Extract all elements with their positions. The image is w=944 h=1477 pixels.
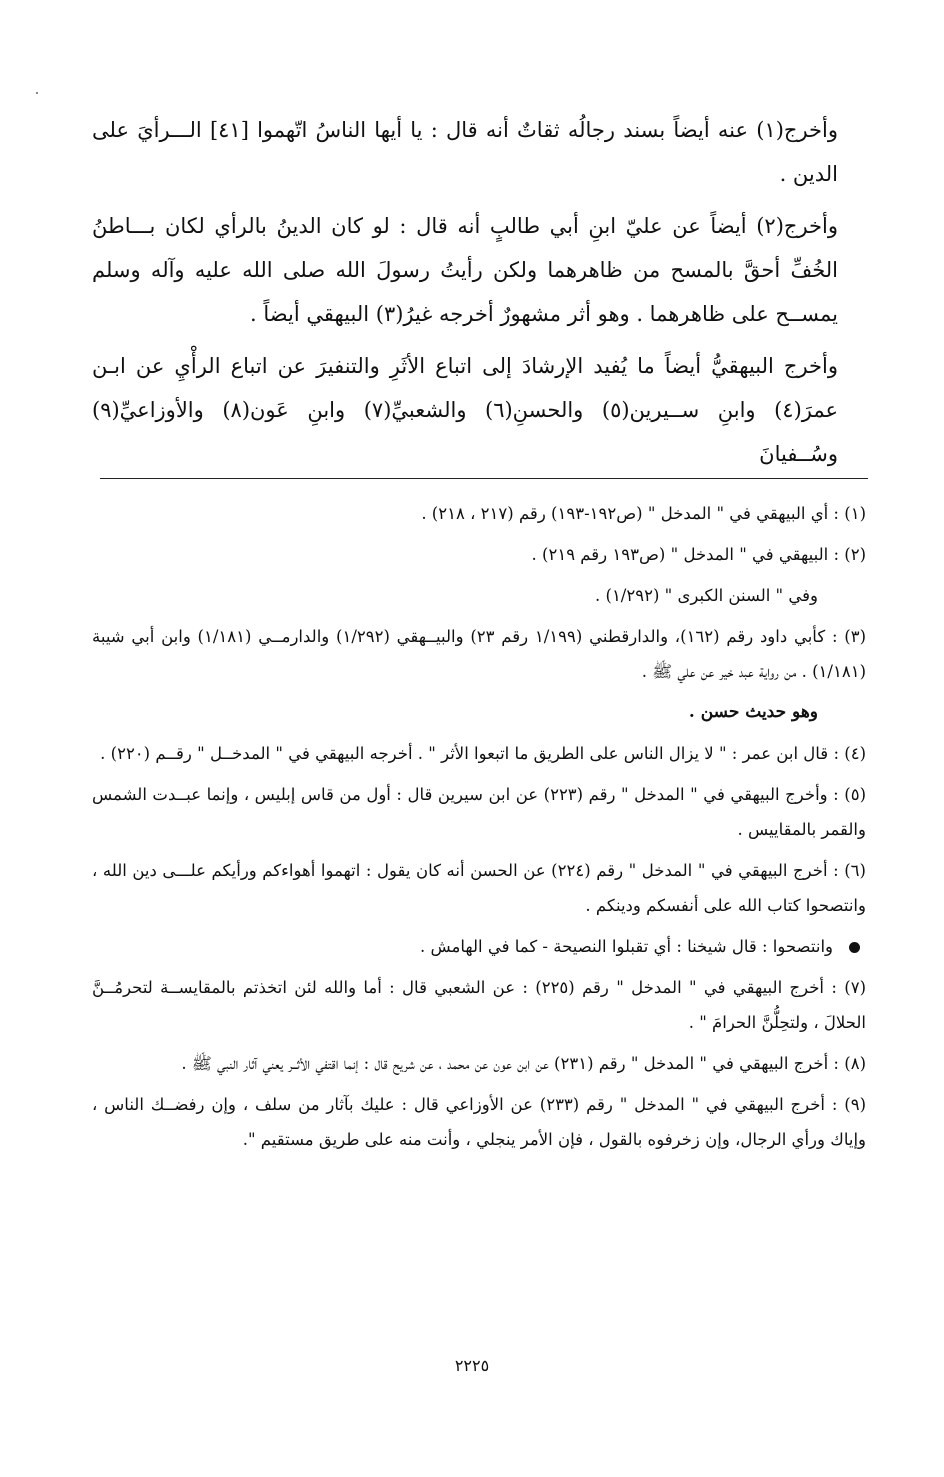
scan-speck — [36, 92, 38, 94]
footnote-2: (٢) : البيهقي في " المدخل " (ص١٩٣ رقم ٢١٩) . — [531, 545, 866, 564]
footnote-9: (٩) : أخرج البيهقي في " المدخل " رقم (٢٣٣) عن الأوزاعي قال : عليك بآثار من سلف ، وإن رفضــك الناس ، وإياك ورأي الرجال، وإن زخرفوه بالقول ، فإن الأمر ينجلي ، وأنت منه على طريق مستقيم ". — [92, 1095, 866, 1149]
remark-text: وانتصحوا : قال شيخنا : أي تقبلوا النصيحة - كما في الهامش . — [420, 937, 833, 956]
footnote-7: (٧) : أخرج البيهقي في " المدخل " رقم (٢٢٥) : عن الشعبي قال : أما والله لئن اتخذتم بالمقايســة لتحرمُــنَّ الحلالَ ، ولتحِلُّنَّ الحرامَ " . — [92, 978, 866, 1032]
footnote-separator — [100, 478, 868, 479]
footnote-3: (٣) : كأبي داود رقم (١٦٢)، والدارقطني (١/١٩٩ رقم ٢٣) والبيــهقي (١/٢٩٢) والدارمــي (١/١٨١) وابن أبي شيبة (١/١٨١) . من رواية عبد خير عن علي ﷺ . — [92, 627, 867, 681]
page-number: ٢٢٢٥ — [454, 1356, 490, 1375]
footnote-4: (٤) : قال ابن عمر : " لا يزال الناس على الطريق ما اتبعوا الأثر " . أخرجه البيهقي في " المدخــل " رقــم (٢٢٠) . — [100, 744, 866, 763]
paragraph: وأخرج البيهقيُّ أيضاً ما يُفيد الإرشادَ إلى اتباع الأثَرِ والتنفيرَ عن اتباع الرأْيِ عن ابـن عمرَ(٤) وابنِ ســيرين(٥) والحسنِ(٦) والشعبيِّ(٧) وابنِ عَون(٨) والأوزاعيِّ(٩) وسُــفيانَ — [92, 354, 839, 466]
footnote-6: (٦) : أخرج البيهقي في " المدخل " رقم (٢٢٤) عن الحسن أنه كان يقول : اتهموا أهواءكم ورأيكم علـــى دين الله ، وانتصحوا كتاب الله على أنفسكم ودينكم . — [92, 861, 866, 915]
footnote-1: (١) : أي البيهقي في " المدخل " (ص١٩٢-١٩٣) رقم (٢١٧ ، ٢١٨) . — [421, 504, 866, 523]
footnote-2-continuation: وفي " السنن الكبرى " (١/٢٩٢) . — [595, 586, 818, 605]
bullet-icon — [849, 942, 860, 953]
footnote-3-grading: وهو حديث حسن . — [688, 702, 818, 722]
footnote-5: (٥) : وأخرج البيهقي في " المدخل " رقم (٢٢٣) عن ابن سيرين قال : أول من قاس إبليس ، وإنما عبــدت الشمس والقمر بالمقاييس . — [92, 785, 866, 839]
footnotes — [92, 496, 866, 1163]
footnote-8: (٨) : أخرج البيهقي في " المدخل " رقم (٢٣١) عن ابن عون عن محمد ، عن شريح قال : إنما اقتفي الأثــر يعني آثار النبي ﷺ . — [181, 1054, 866, 1073]
paragraph: وأخرج(١) عنه أيضاً بسند رجالُه ثقاتٌ أنه قال : يا أيها الناسُ اتّهموا [٤١] الـــرأيَ على الدين . — [92, 118, 838, 186]
main-text — [92, 108, 838, 484]
footnote-6-remark — [92, 929, 866, 964]
paragraph: وأخرج(٢) أيضاً عن عليّ ابنِ أبي طالبٍ أنه قال : لو كان الدينُ بالرأي لكان بـــاطنُ الخُفِّ أحقَّ بالمسح من ظاهرهما ولكن رأيتُ رسولَ الله صلى الله عليه وآله وسلم يمســح على ظاهرهما . وهو أثر مشهورٌ أخرجه غيرُ(٣) البيهقي أيضاً . — [92, 214, 838, 326]
